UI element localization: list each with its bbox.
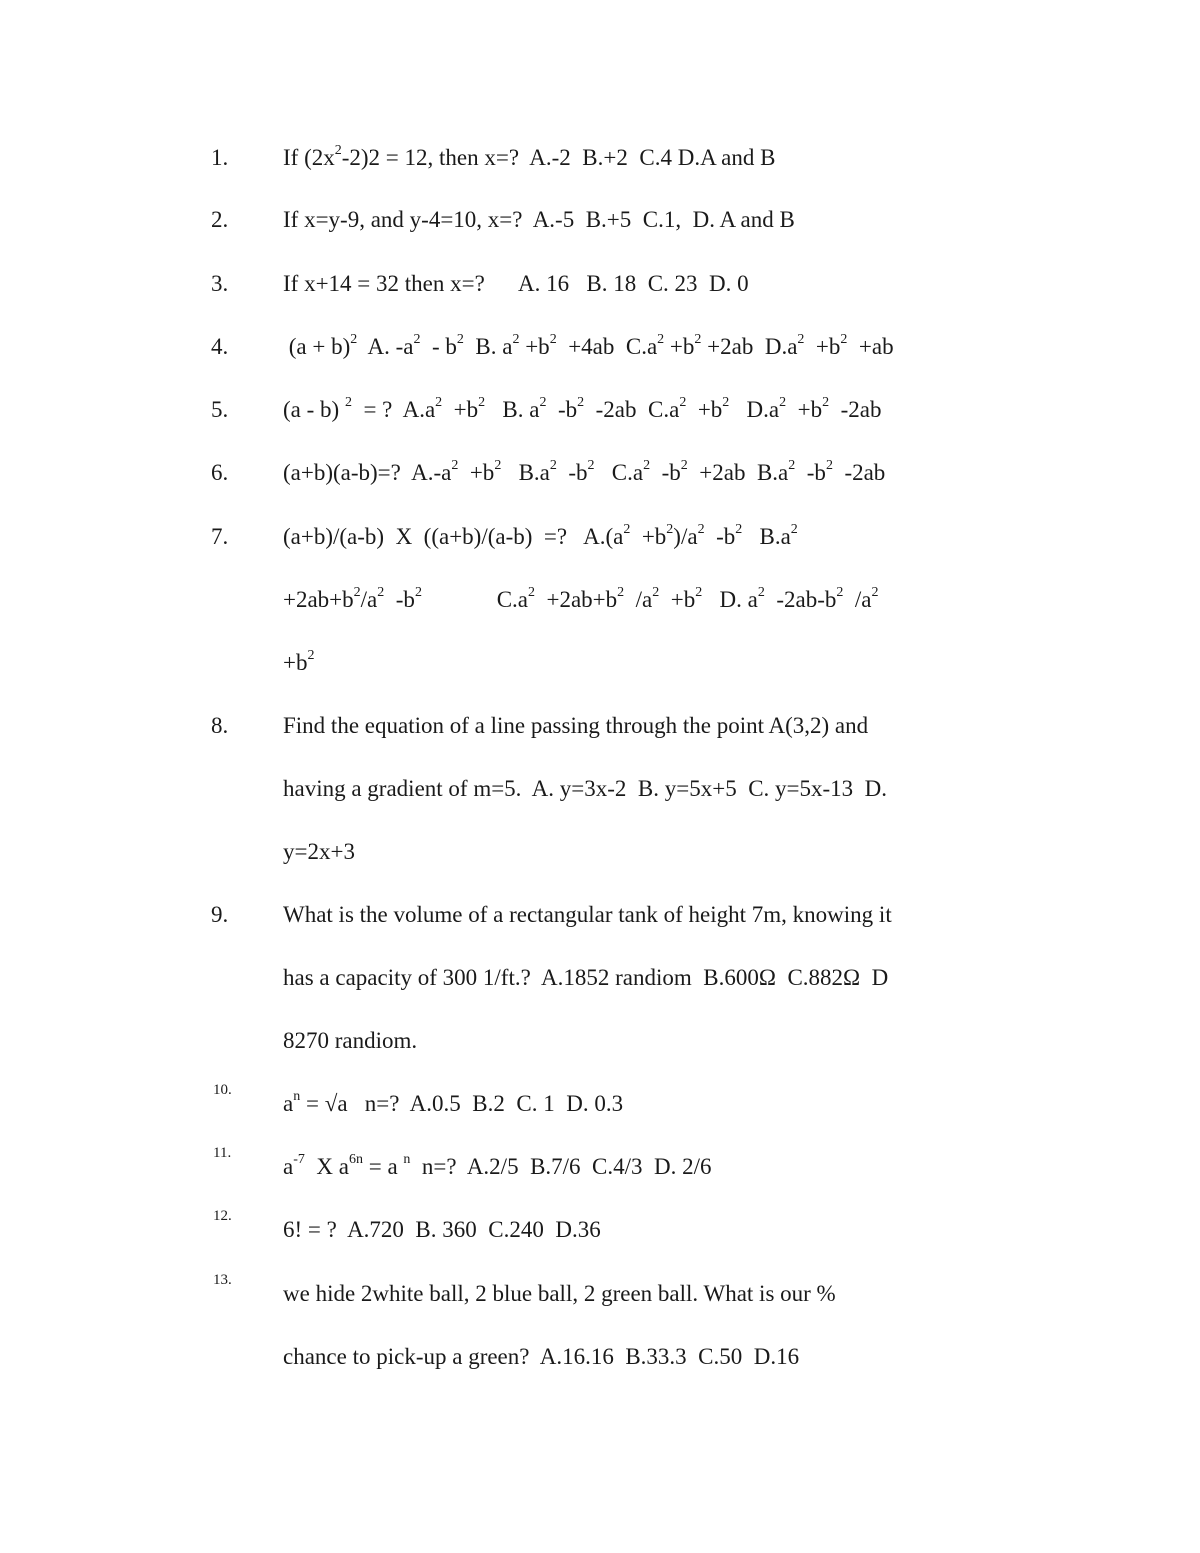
text-segment: B.a bbox=[742, 524, 791, 549]
question-line bbox=[0, 1274, 1200, 1314]
text-segment: n=? A.2/5 B.7/6 C.4/3 D. 2/6 bbox=[410, 1154, 712, 1179]
text-segment: +4ab C.a bbox=[556, 334, 658, 359]
question-number: 9. bbox=[211, 902, 229, 927]
text-segment: +ab bbox=[847, 334, 894, 359]
text-segment: (a+b)(a-b)=? A.-a bbox=[283, 460, 452, 485]
text-segment: (a - b) bbox=[283, 397, 345, 422]
text-segment: y=2x+3 bbox=[283, 839, 355, 864]
superscript: 2 bbox=[350, 332, 358, 348]
question-number: 3. bbox=[211, 271, 229, 296]
question-text bbox=[283, 958, 888, 998]
text-segment: If x+14 = 32 then x=? A. 16 B. 18 C. 23 D. 0 bbox=[283, 271, 749, 296]
question-text bbox=[283, 390, 881, 430]
superscript: n bbox=[403, 1152, 411, 1168]
question-number: 6. bbox=[211, 460, 229, 485]
question-text bbox=[283, 1274, 836, 1314]
superscript: 2 bbox=[695, 585, 703, 601]
text-segment: we hide 2white ball, 2 blue ball, 2 green ball. What is our % bbox=[283, 1281, 836, 1306]
text-segment: /a bbox=[624, 587, 653, 612]
text-segment: B. a bbox=[485, 397, 540, 422]
text-segment: C.a bbox=[594, 460, 644, 485]
question-line bbox=[0, 769, 1200, 809]
text-segment: +b bbox=[283, 650, 308, 675]
superscript: 2 bbox=[652, 585, 660, 601]
superscript: 2 bbox=[697, 522, 705, 538]
text-segment: B. a bbox=[463, 334, 513, 359]
text-segment: +b bbox=[686, 397, 723, 422]
question-line bbox=[0, 200, 1200, 240]
question-text bbox=[283, 1337, 799, 1377]
question-text bbox=[283, 706, 868, 746]
text-segment: having a gradient of m=5. A. y=3x-2 B. y=5x+5 C. y=5x-13 D. bbox=[283, 776, 888, 801]
question-text bbox=[283, 453, 885, 493]
text-segment: +2ab+b bbox=[535, 587, 618, 612]
superscript: 2 bbox=[377, 585, 385, 601]
text-segment: +b bbox=[442, 397, 479, 422]
text-segment: - b bbox=[420, 334, 457, 359]
superscript: 2 bbox=[722, 395, 730, 411]
question-text bbox=[283, 1147, 712, 1187]
text-segment: -b bbox=[650, 460, 681, 485]
superscript: 2 bbox=[478, 395, 486, 411]
question-line bbox=[0, 453, 1200, 493]
question-text bbox=[283, 1210, 601, 1250]
question-text bbox=[283, 327, 894, 367]
superscript: 2 bbox=[836, 585, 844, 601]
superscript: 2 bbox=[825, 458, 833, 474]
question-line bbox=[0, 958, 1200, 998]
superscript: 2 bbox=[840, 332, 848, 348]
superscript: 2 bbox=[528, 585, 535, 601]
question-line bbox=[0, 264, 1200, 304]
text-segment: +b bbox=[804, 334, 841, 359]
superscript: 2 bbox=[549, 332, 557, 348]
question-line bbox=[0, 1210, 1200, 1250]
text-segment: has a capacity of 300 1/ft.? A.1852 randiom B.600Ω C.882Ω D bbox=[283, 965, 889, 990]
question-text bbox=[283, 580, 878, 620]
superscript: 6n bbox=[348, 1152, 363, 1168]
superscript: 2 bbox=[577, 395, 585, 411]
superscript: 2 bbox=[494, 458, 502, 474]
text-segment: +b bbox=[786, 397, 823, 422]
text-segment: D.a bbox=[729, 397, 780, 422]
superscript: 2 bbox=[617, 585, 625, 601]
superscript: 2 bbox=[353, 585, 361, 601]
text-segment: -b bbox=[546, 397, 578, 422]
text-segment: -b bbox=[704, 524, 736, 549]
text-segment: /a bbox=[843, 587, 872, 612]
superscript: 2 bbox=[587, 458, 595, 474]
question-text bbox=[283, 517, 798, 557]
question-number: 4. bbox=[211, 334, 229, 359]
question-line bbox=[0, 327, 1200, 367]
text-segment: +2ab B.a bbox=[687, 460, 789, 485]
superscript: 2 bbox=[822, 395, 830, 411]
superscript: 2 bbox=[657, 332, 665, 348]
text-segment: What is the volume of a rectangular tank of height 7m, knowing it bbox=[283, 902, 892, 927]
text-segment: -b bbox=[384, 587, 415, 612]
question-number: 7. bbox=[211, 524, 229, 549]
question-text bbox=[283, 769, 887, 809]
superscript: n bbox=[293, 1089, 301, 1105]
question-number: 10. bbox=[213, 1082, 232, 1098]
question-text bbox=[283, 138, 775, 178]
text-segment: /a bbox=[360, 587, 378, 612]
question-text bbox=[283, 1021, 417, 1061]
superscript: 2 bbox=[788, 458, 796, 474]
question-number: 8. bbox=[211, 713, 229, 738]
question-line bbox=[0, 832, 1200, 872]
text-segment: X a bbox=[304, 1154, 349, 1179]
superscript: 2 bbox=[871, 585, 879, 601]
question-line bbox=[0, 1337, 1200, 1377]
text-segment: -2ab C.a bbox=[584, 397, 680, 422]
question-line bbox=[0, 1021, 1200, 1061]
text-segment: (a + b) bbox=[283, 334, 351, 359]
question-number: 11. bbox=[213, 1145, 232, 1161]
superscript: 2 bbox=[694, 332, 702, 348]
question-line bbox=[0, 138, 1200, 178]
superscript: 2 bbox=[790, 522, 798, 538]
text-segment: -2ab bbox=[829, 397, 882, 422]
text-segment: 8270 randiom. bbox=[283, 1028, 418, 1053]
question-text bbox=[283, 200, 795, 240]
question-text bbox=[283, 643, 314, 683]
question-number: 12. bbox=[213, 1208, 232, 1224]
question-number: 1. bbox=[211, 145, 229, 170]
superscript: 2 bbox=[623, 522, 631, 538]
text-segment: +2ab+b bbox=[283, 587, 354, 612]
superscript: 2 bbox=[344, 395, 352, 411]
text-segment: +b bbox=[659, 587, 696, 612]
text-segment: a bbox=[283, 1154, 294, 1179]
question-line bbox=[0, 895, 1200, 935]
question-line bbox=[0, 706, 1200, 746]
superscript: 2 bbox=[539, 395, 547, 411]
question-line bbox=[0, 517, 1200, 557]
superscript: 2 bbox=[757, 585, 765, 601]
question-line bbox=[0, 390, 1200, 430]
text-segment: 6! = ? A.720 B. 360 C.240 D.36 bbox=[283, 1217, 601, 1242]
superscript: 2 bbox=[643, 458, 651, 474]
question-line bbox=[0, 1147, 1200, 1187]
superscript: 2 bbox=[666, 522, 674, 538]
question-text bbox=[283, 895, 892, 935]
superscript: 2 bbox=[512, 332, 520, 348]
text-segment: = a bbox=[362, 1154, 404, 1179]
superscript: 2 bbox=[456, 332, 464, 348]
superscript: 2 bbox=[797, 332, 805, 348]
text-segment: B.a bbox=[501, 460, 550, 485]
superscript: 2 bbox=[307, 648, 315, 664]
text-segment: If x=y-9, and y-4=10, x=? A.-5 B.+5 C.1, D. A and B bbox=[283, 207, 795, 232]
superscript: 2 bbox=[414, 585, 422, 601]
text-segment: -2ab bbox=[832, 460, 886, 485]
question-number: 2. bbox=[211, 207, 229, 232]
question-line bbox=[0, 1084, 1200, 1124]
text-segment: +b bbox=[630, 524, 667, 549]
text-segment: If (2x bbox=[283, 145, 335, 170]
text-segment: +2ab D.a bbox=[701, 334, 798, 359]
text-segment: +b bbox=[519, 334, 550, 359]
superscript: 2 bbox=[735, 522, 743, 538]
superscript: 2 bbox=[779, 395, 787, 411]
text-segment: chance to pick-up a green? A.16.16 B.33.3 C.50 D.16 bbox=[283, 1344, 800, 1369]
text-segment: a bbox=[283, 1091, 294, 1116]
question-text bbox=[283, 1084, 623, 1124]
question-text bbox=[283, 264, 749, 304]
question-text bbox=[283, 832, 355, 872]
question-line bbox=[0, 643, 1200, 683]
text-segment: = √a n=? A.0.5 B.2 C. 1 D. 0.3 bbox=[300, 1091, 624, 1116]
text-segment: D. a bbox=[702, 587, 758, 612]
text-segment: A. -a bbox=[357, 334, 414, 359]
superscript: 2 bbox=[435, 395, 443, 411]
text-segment: -2)2 = 12, then x=? A.-2 B.+2 C.4 D.A and B bbox=[341, 145, 776, 170]
question-number: 5. bbox=[211, 397, 229, 422]
superscript: -7 bbox=[293, 1152, 305, 1168]
text-segment: -b bbox=[795, 460, 826, 485]
superscript: 2 bbox=[680, 458, 688, 474]
superscript: 2 bbox=[679, 395, 687, 411]
text-segment: +b bbox=[664, 334, 695, 359]
text-segment: +b bbox=[458, 460, 495, 485]
text-segment: Find the equation of a line passing through the point A(3,2) and bbox=[283, 713, 869, 738]
text-segment: = ? A.a bbox=[351, 397, 436, 422]
superscript: 2 bbox=[413, 332, 421, 348]
question-number: 13. bbox=[213, 1272, 232, 1288]
superscript: 2 bbox=[549, 458, 557, 474]
question-line bbox=[0, 580, 1200, 620]
text-segment: (a+b)/(a-b) X ((a+b)/(a-b) =? A.(a bbox=[283, 524, 624, 549]
superscript: 2 bbox=[334, 143, 342, 159]
text-segment: -2ab-b bbox=[764, 587, 837, 612]
superscript: 2 bbox=[451, 458, 459, 474]
text-segment: -b bbox=[556, 460, 588, 485]
text-segment: )/a bbox=[673, 524, 698, 549]
text-segment: C.a bbox=[421, 587, 528, 612]
